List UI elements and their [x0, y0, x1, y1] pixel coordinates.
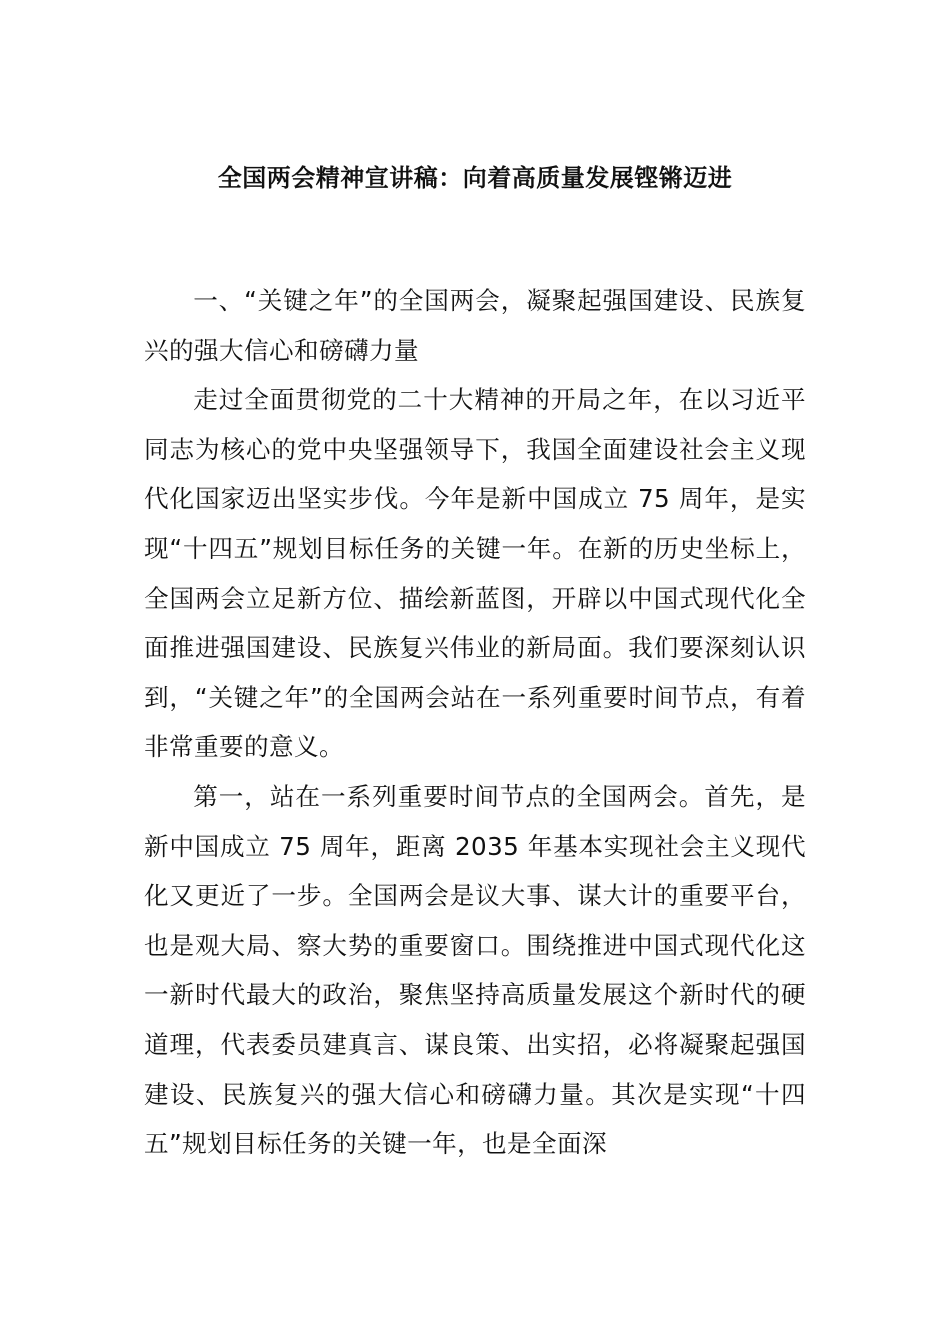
document-body — [144, 276, 806, 1169]
body-paragraph: 第一，站在一系列重要时间节点的全国两会。首先，是新中国成立 75 周年，距离 2035 年基本实现社会主义现代化又更近了一步。全国两会是议大事、谋大计的重要平台，也是观大局、察大势的重要窗口。围绕推进中国式现代化这一新时代最大的政治，聚焦坚持高质量发展这个新时代的硬道理，代表委员建真言、谋良策、出实招，必将凝聚起强国建设、民族复兴的强大信心和磅礴力量。其次是实现“十四五”规划目标任务的关键一年，也是全面深 — [144, 781, 806, 1159]
section-heading-paragraph: 一、“关键之年”的全国两会，凝聚起强国建设、民族复兴的强大信心和磅礴力量 — [144, 286, 806, 365]
body-paragraph: 走过全面贯彻党的二十大精神的开局之年，在以习近平同志为核心的党中央坚强领导下，我国全面建设社会主义现代化国家迈出坚实步伐。今年是新中国成立 75 周年，是实现“十四五”规划目标任务的关键一年。在新的历史坐标上，全国两会立足新方位、描绘新蓝图，开辟以中国式现代化全面推进强国建设、民族复兴伟业的新局面。我们要深刻认识到，“关键之年”的全国两会站在一系列重要时间节点，有着非常重要的意义。 — [144, 385, 806, 762]
document-title: 全国两会精神宣讲稿：向着高质量发展铿锵迈进 — [217, 164, 733, 192]
